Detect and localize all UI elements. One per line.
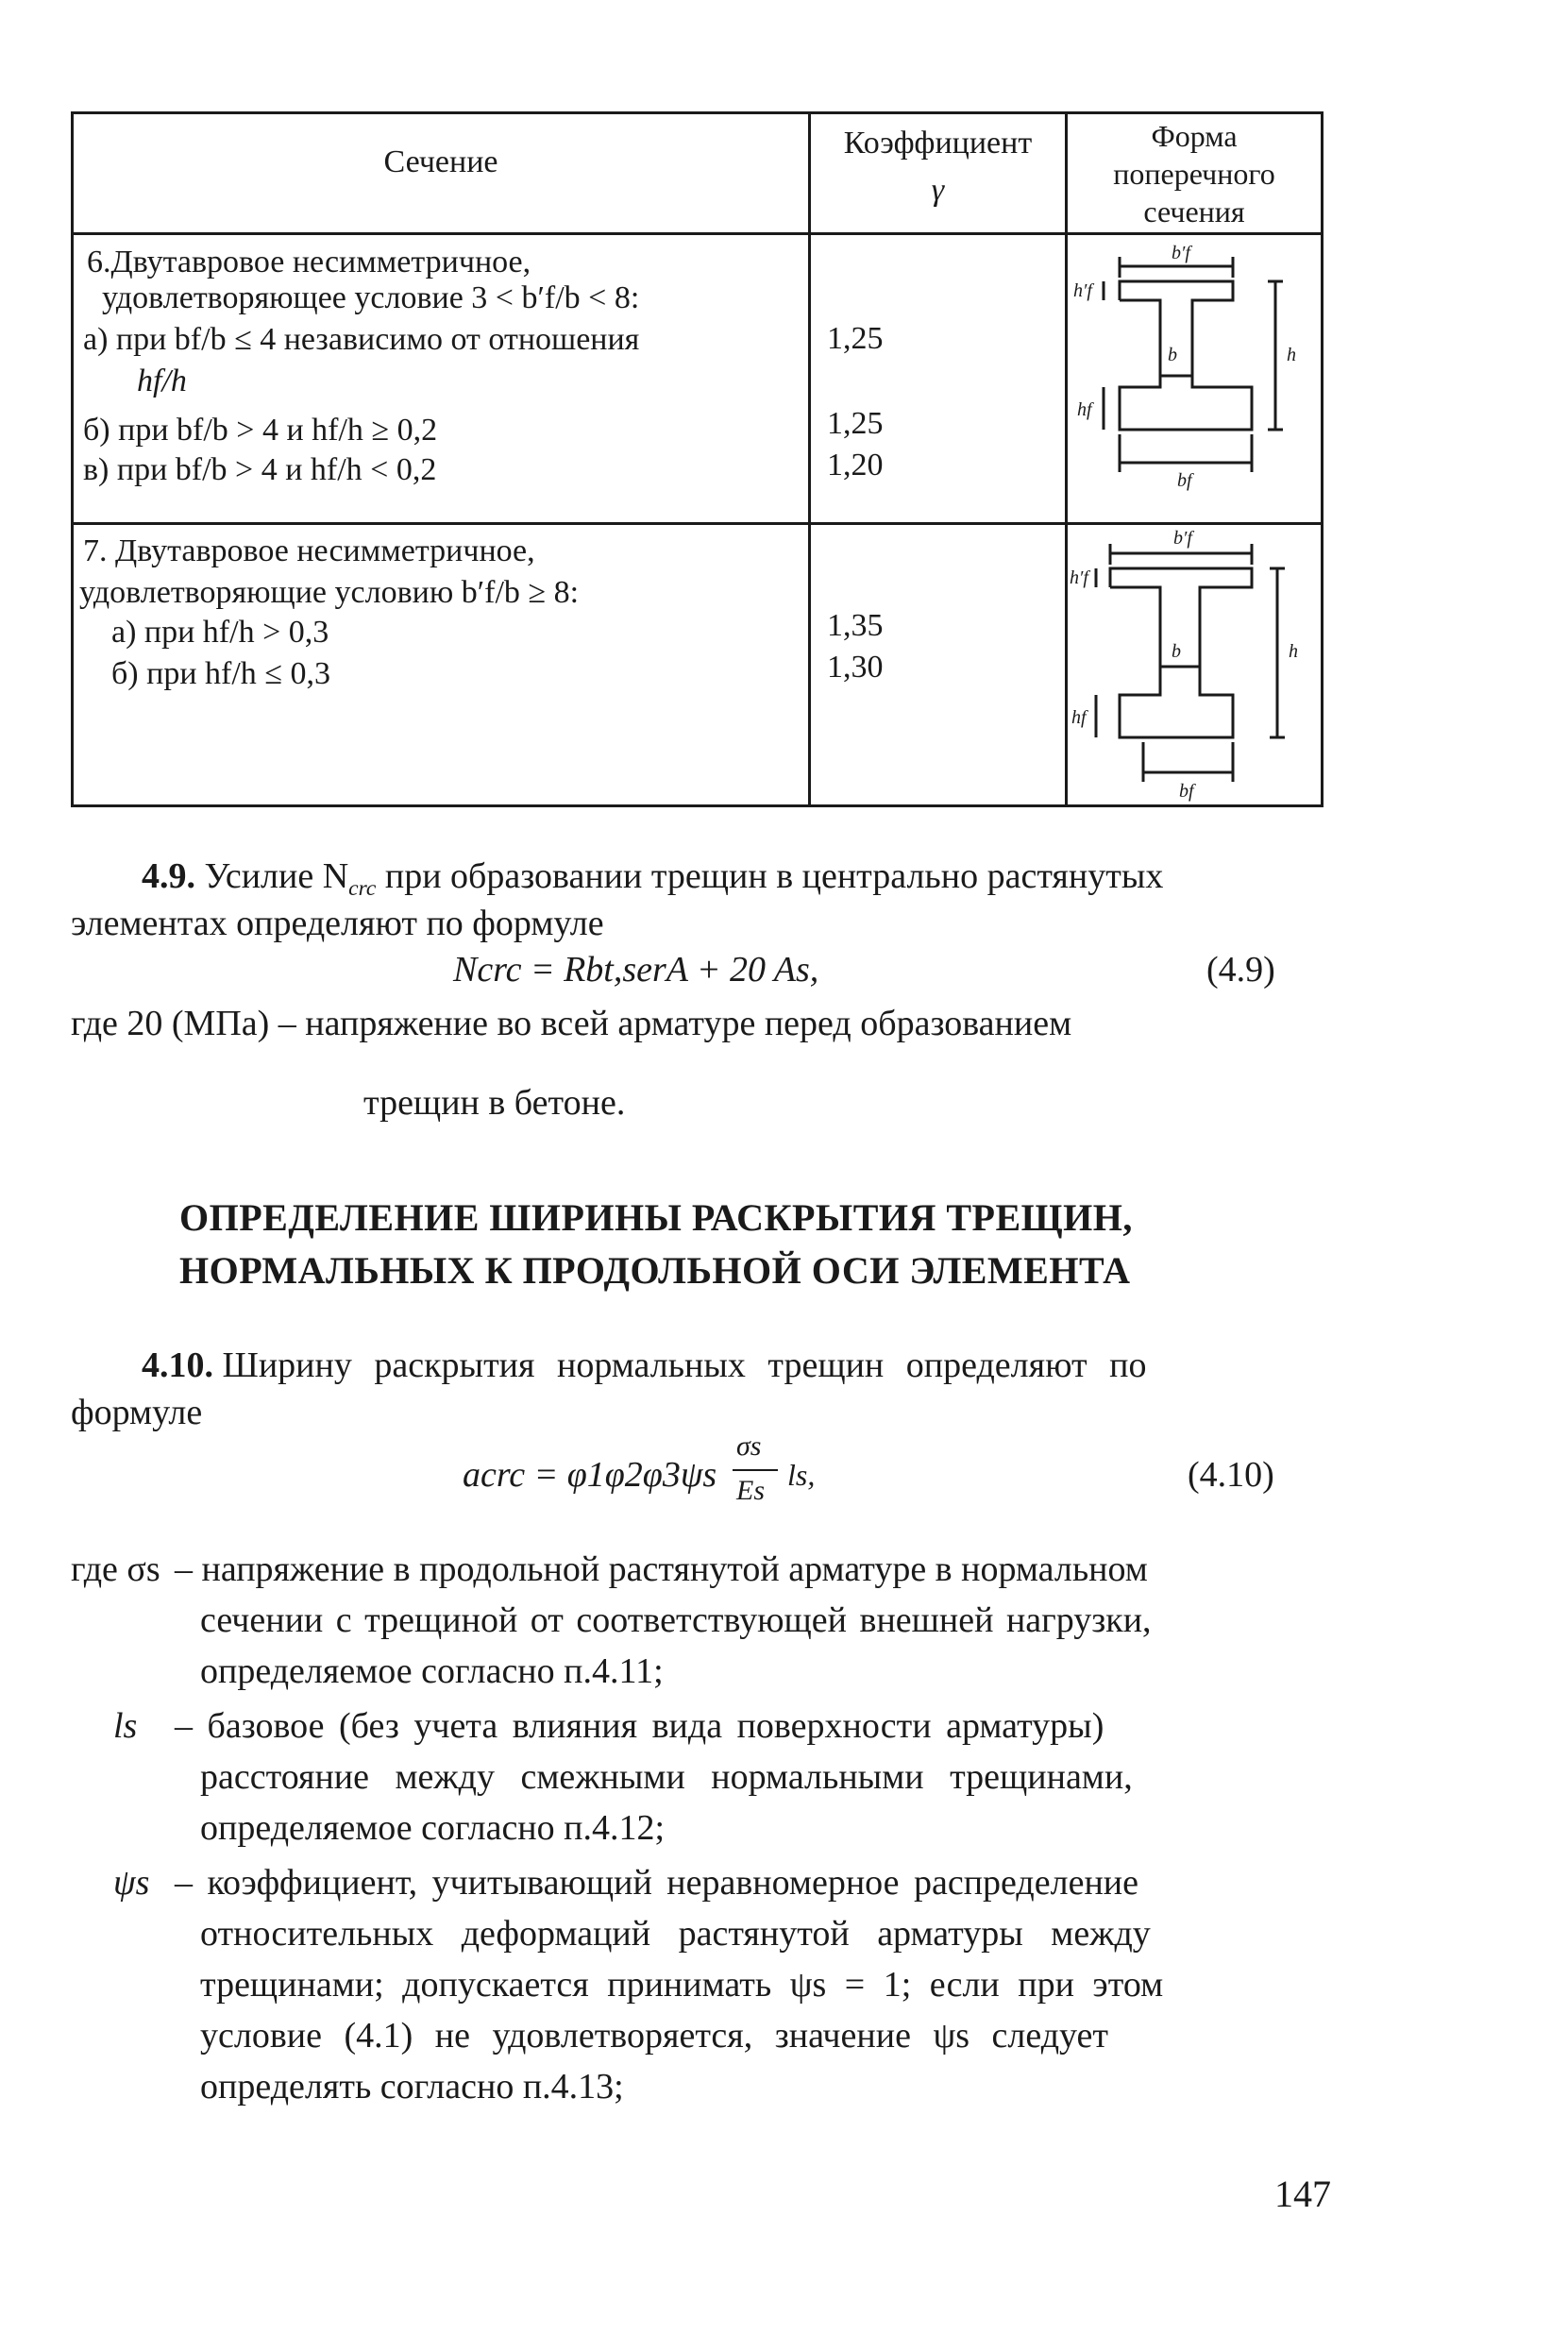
- ibeam-diagram-row6: [1068, 236, 1321, 519]
- table-border-top: [71, 111, 1324, 114]
- table-border-left: [71, 111, 74, 807]
- section-4-10-number: 4.10.: [142, 1345, 213, 1385]
- formula-4-10-fraction-bar: [733, 1469, 778, 1471]
- table-border-bottom: [71, 804, 1324, 807]
- def-psi-symbol: ψs: [113, 1863, 150, 1903]
- def-ls-line3: определяемое согласно п.4.12;: [200, 1808, 666, 1848]
- diag7-hf-bottom-label: hf: [1071, 707, 1087, 728]
- diag7-h-label: h: [1289, 641, 1298, 662]
- page-number: 147: [1274, 2173, 1331, 2215]
- section-4-9-text-a: Усилие N: [204, 856, 349, 896]
- formula-4-10-denominator: Es: [736, 1475, 765, 1506]
- section-4-10-line1: [142, 1339, 1146, 1392]
- diag7-bf-top-label: b′f: [1173, 528, 1192, 549]
- diag6-b-label: b: [1168, 345, 1177, 365]
- row6-case-a: а) при bf/b ≤ 4 независимо от отношения: [83, 322, 640, 357]
- def-psi-line2: относительных деформаций растянутой арматуры между: [200, 1914, 1151, 1954]
- row6-coef-c: 1,20: [827, 448, 884, 482]
- row7-case-a: а) при hf/h > 0,3: [111, 615, 329, 650]
- header-coefficient: Коэффициент: [843, 126, 1033, 161]
- header-section: Сечение: [383, 144, 498, 179]
- row6-case-b: б) при bf/b > 4 и hf/h ≥ 0,2: [83, 413, 438, 448]
- diag6-bf-top-label: b′f: [1172, 243, 1190, 263]
- row6-case-c: в) при bf/b > 4 и hf/h < 0,2: [83, 452, 437, 487]
- header-shape-1: Форма: [1151, 119, 1238, 153]
- section-heading-line1: ОПРЕДЕЛЕНИЕ ШИРИНЫ РАСКРЫТИЯ ТРЕЩИН,: [179, 1196, 1133, 1239]
- formula-4-10-left: acrc = φ1φ2φ3ψs: [463, 1455, 717, 1495]
- def-ls-symbol: ls: [113, 1706, 138, 1746]
- diag7-hf-top-label: h′f: [1070, 567, 1088, 588]
- formula-4-10-numerator: σs: [736, 1430, 762, 1462]
- table-row-divider-header: [71, 232, 1324, 235]
- def-psi-line5: определять согласно п.4.13;: [200, 2067, 624, 2107]
- def-psi-line4: условие (4.1) не удовлетворяется, значение ψs следует: [200, 2016, 1109, 2056]
- diag6-hf-bottom-label: hf: [1077, 399, 1092, 420]
- header-shape-3: сечения: [1143, 195, 1245, 228]
- header-shape-2: поперечного: [1113, 157, 1275, 191]
- row6-case-a-cont: hf/h: [137, 364, 187, 398]
- row7-coef-a: 1,35: [827, 608, 884, 643]
- row6-condition: удовлетворяющее условие 3 < b′f/b < 8:: [102, 280, 640, 315]
- row7-coef-b: 1,30: [827, 650, 884, 685]
- row7-condition: удовлетворяющие условию b′f/b ≥ 8:: [79, 575, 580, 610]
- row6-coef-a: 1,25: [827, 321, 884, 356]
- section-4-9-where: где 20 (МПа) – напряжение во всей арматуре перед образованием: [71, 1004, 1072, 1043]
- section-4-9-line1: [142, 850, 1163, 903]
- diag6-h-label: h: [1287, 345, 1296, 365]
- diag6-bf-bottom-label: bf: [1177, 470, 1192, 491]
- def-sigma-line1: – напряжение в продольной растянутой арматуре в нормальном: [175, 1549, 1148, 1589]
- def-ls-line1: – базовое (без учета влияния вида поверхности арматуры): [175, 1706, 1104, 1746]
- row7-title: 7. Двутавровое несимметричное,: [83, 533, 535, 568]
- def-ls-line2: расстояние между смежными нормальными трещинами,: [200, 1757, 1133, 1797]
- formula-4-10-right: ls,: [787, 1458, 816, 1492]
- section-4-9-text-b: при образовании трещин в центрально растянутых: [376, 856, 1164, 896]
- section-4-9-where-cont: трещин в бетоне.: [363, 1083, 626, 1123]
- diag7-bf-bottom-label: bf: [1179, 781, 1194, 802]
- ibeam-diagram-row7: [1068, 525, 1321, 804]
- def-psi-line1: – коэффициент, учитывающий неравномерное распределение: [175, 1863, 1138, 1903]
- eq-number-4-10: (4.10): [1188, 1455, 1274, 1495]
- def-sigma-line3: определяемое согласно п.4.11;: [200, 1651, 664, 1691]
- table-border-right: [1321, 111, 1324, 807]
- table-col-divider-1: [808, 111, 811, 807]
- row6-title: 6.Двутавровое несимметричное,: [87, 245, 531, 279]
- row7-case-b: б) при hf/h ≤ 0,3: [111, 656, 330, 691]
- def-sigma-symbol: где σs: [71, 1549, 160, 1589]
- header-gamma: γ: [931, 173, 945, 208]
- section-4-9-sub-crc: crc: [348, 876, 377, 902]
- section-4-9-line2: элементах определяют по формуле: [71, 904, 604, 943]
- section-4-9-number: 4.9.: [142, 856, 195, 896]
- def-psi-line3: трещинами; допускается принимать ψs = 1; если при этом: [200, 1965, 1164, 2005]
- formula-4-9: Ncrc = Rbt,serA + 20 As,: [453, 950, 819, 990]
- row6-coef-b: 1,25: [827, 406, 884, 441]
- section-4-10-text: Ширину раскрытия нормальных трещин определяют по: [222, 1345, 1147, 1385]
- diag6-hf-top-label: h′f: [1073, 280, 1092, 301]
- section-heading-line2: НОРМАЛЬНЫХ К ПРОДОЛЬНОЙ ОСИ ЭЛЕМЕНТА: [179, 1249, 1131, 1292]
- def-sigma-line2: сечении с трещиной от соответствующей внешней нагрузки,: [200, 1600, 1152, 1640]
- eq-number-4-9: (4.9): [1206, 950, 1275, 990]
- section-4-10-line2: формуле: [71, 1393, 203, 1432]
- diag7-b-label: b: [1172, 641, 1181, 662]
